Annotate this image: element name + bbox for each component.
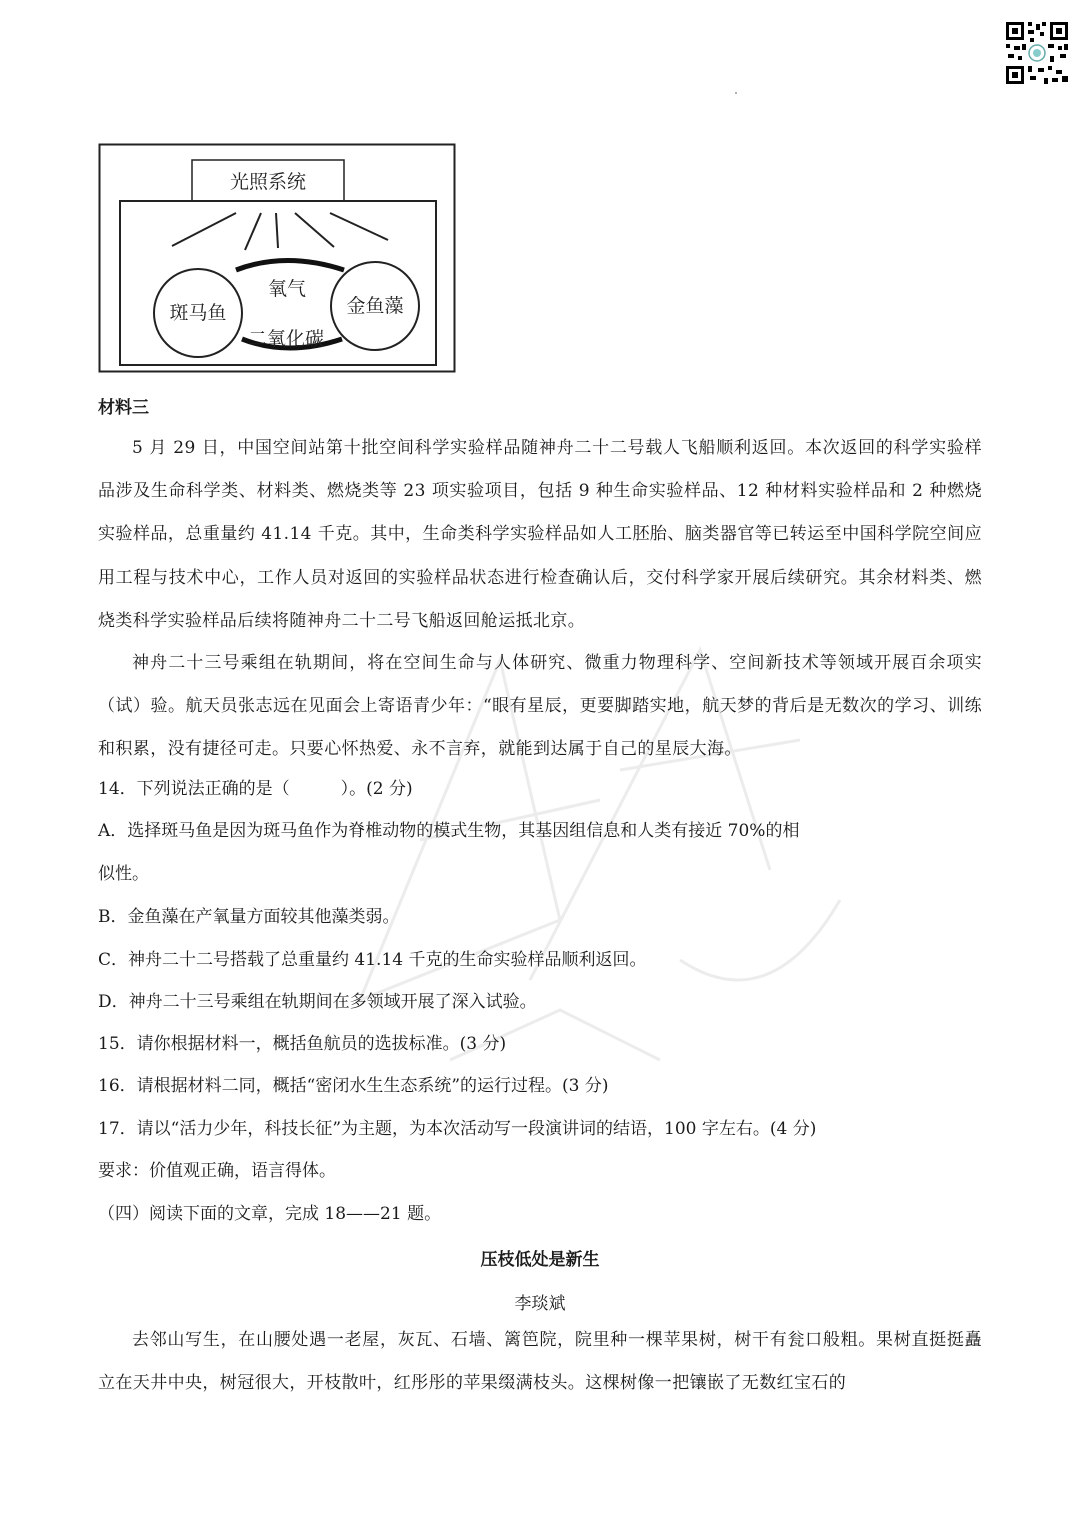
option-b: B．金鱼藻在产氧量方面较其他藻类弱。 <box>98 907 400 927</box>
light-system-label: 光照系统 <box>229 171 307 193</box>
section-4-instruction: （四）阅读下面的文章，完成 18——21 题。 <box>98 1204 442 1224</box>
oxygen-arrow <box>236 261 344 271</box>
question-14: 14．下列说法正确的是（ ）。(2 分) <box>98 779 413 799</box>
zebrafish-label: 斑马鱼 <box>169 302 227 324</box>
light-rays <box>172 213 388 250</box>
requirement: 要求：价值观正确，语言得体。 <box>98 1161 336 1181</box>
question-15: 15．请你根据材料一，概括鱼航员的选拔标准。(3 分) <box>98 1034 507 1054</box>
article-paragraph-1: 去邻山写生，在山腰处遇一老屋，灰瓦、石墙、篱笆院，院里种一棵苹果树，树干有瓮口般粗。果树直挺挺矗立在天井中央，树冠很大，开枝散叶，红彤彤的苹果缀满枝头。这棵树像一把镶嵌了无数红宝石的 <box>98 1330 982 1394</box>
question-16: 16．请根据材料二同，概括“密闭水生生态系统”的运行过程。(3 分) <box>98 1076 609 1096</box>
ecosystem-diagram <box>98 143 456 373</box>
option-a-line-2: 似性。 <box>98 864 149 884</box>
hornwort-label: 金鱼藻 <box>346 295 404 317</box>
stray-dot <box>735 92 737 94</box>
material3-paragraph-1: 5 月 29 日，中国空间站第十批空间科学实验样品随神舟二十二号载人飞船顺利返回。本次返回的科学实验样品涉及生命科学类、材料类、燃烧类等 23 项实验项目，包括 9 种生命实验样品、12 种材料实验样品和 2 种燃烧实验样品，总重量约 41.14 千克。其中，生命类科学实验样品如人工胚胎、脑类器官等已转运至中国科学院空间应用工程与技术中心，工作人员对返回的实验样品状态进行检查确认后，交付科学家开展后续研究。其余材料类、燃烧类科学实验样品后续将随神舟二十二号飞船返回舱运抵北京。 <box>98 438 982 631</box>
option-c: C．神舟二十二号搭载了总重量约 41.14 千克的生命实验样品顺利返回。 <box>98 950 647 970</box>
article-title: 压枝低处是新生 <box>480 1250 600 1270</box>
article-author: 李琰斌 <box>514 1294 566 1314</box>
option-a-line-1: A．选择斑马鱼是因为斑马鱼作为脊椎动物的模式生物，其基因组信息和人类有接近 70%的相 <box>98 821 800 841</box>
oxygen-label: 氧气 <box>267 278 307 300</box>
qr-code-icon <box>1004 20 1070 86</box>
question-17: 17．请以“活力少年，科技长征”为主题，为本次活动写一段演讲词的结语，100 字左右。(4 分) <box>98 1119 817 1139</box>
co2-label: 二氧化碳 <box>247 328 325 350</box>
option-d: D．神舟二十三号乘组在轨期间在多领域开展了深入试验。 <box>98 992 537 1012</box>
material3-heading: 材料三 <box>98 398 149 418</box>
material3-paragraph-2: 神舟二十三号乘组在轨期间，将在空间生命与人体研究、微重力物理科学、空间新技术等领域开展百余项实（试）验。航天员张志远在见面会上寄语青少年：“眼有星辰，更要脚踏实地，航天梦的背后是无数次的学习、训练和积累，没有捷径可走。只要心怀热爱、永不言弃，就能到达属于自己的星辰大海。 <box>98 653 982 760</box>
